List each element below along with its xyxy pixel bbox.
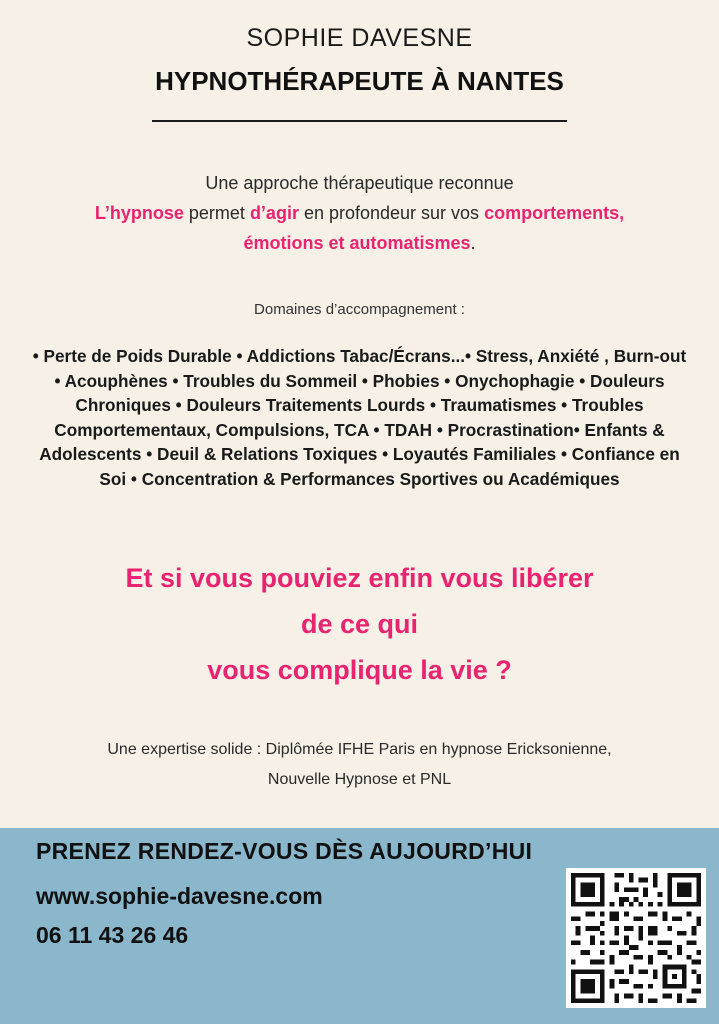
phone-number[interactable]: 06 11 43 26 46 (36, 922, 189, 948)
therapist-name: SOPHIE DAVESNE (246, 24, 473, 52)
expertise-block (20, 735, 699, 795)
domains-heading: Domaines d’accompagnement : (254, 301, 465, 318)
expertise-line-1: Une expertise solide : Diplômée IFHE Paris en hypnose Ericksonienne, (107, 741, 612, 758)
intro-comportements: comportements, (484, 203, 625, 223)
intro-line-1: Une approche thérapeutique reconnue (205, 173, 514, 193)
expertise-line-2: Nouvelle Hypnose et PNL (267, 771, 452, 788)
cta-heading: PRENEZ RENDEZ-VOUS DÈS AUJOURD’HUI (36, 838, 533, 864)
tagline-line-2: de ce qui (300, 609, 419, 639)
tagline-line-1: Et si vous pouviez enfin vous libérer (125, 563, 594, 593)
tagline-line-3: vous complique la vie ? (207, 655, 512, 685)
intro-line-2 (20, 198, 699, 228)
intro-hypnose: L’hypnose (94, 203, 184, 223)
website-link[interactable]: www.sophie-davesne.com (36, 883, 323, 909)
domains-list: • Perte de Poids Durable • Addictions Tabac/Écrans...• Stress, Anxiété , Burn-out • Acouphènes • Troubles du Sommeil • Phobies • Onychophagie • Douleurs Chroniques • Douleurs Traitements Lourds • Traumatismes • Troubles Comportementaux, Compulsions, TCA • TDAH • Procrastination• Enfants & Adolescents • Deuil & Relations Toxiques • Loyautés Familiales • Confiance en Soi • Concentration & Performances Sportives ou Académiques (32, 346, 687, 489)
intro-emotions: émotions et automatismes (243, 233, 471, 253)
page-title: HYPNOTHÉRAPEUTE À NANTES (155, 66, 564, 96)
intro-profondeur: en profondeur sur vos (298, 203, 485, 223)
qr-code-icon (566, 868, 706, 1008)
intro-period: . (470, 233, 476, 253)
intro-agir: d’agir (249, 203, 299, 223)
intro-line-3 (20, 228, 699, 258)
tagline (0, 555, 719, 693)
qr-code[interactable] (566, 868, 706, 1008)
contact-band (0, 828, 719, 1024)
divider (152, 120, 567, 122)
intro-block (20, 168, 699, 258)
intro-permet: permet (183, 203, 250, 223)
